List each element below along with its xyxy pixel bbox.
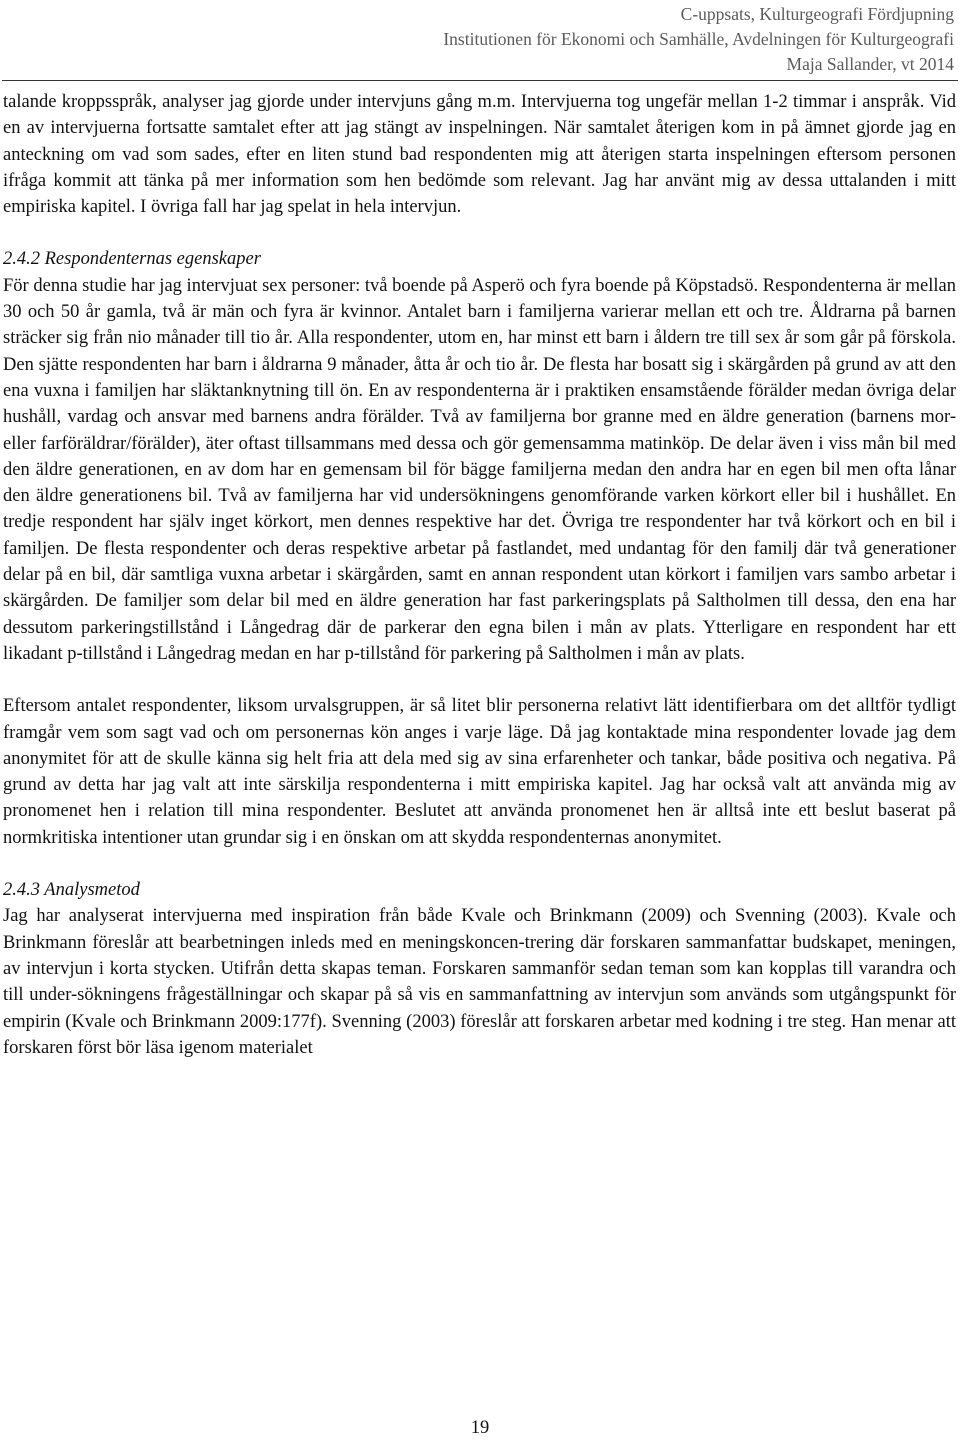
header-institution: Institutionen för Ekonomi och Samhälle, Avdelningen för Kulturgeografi bbox=[443, 29, 954, 49]
paragraph-interview-recording: talande kroppsspråk, analyser jag gjorde under intervjuns gång m.m. Intervjuerna tog ungefär mellan 1-2 timmar i anspråk. Vid en av intervjuerna fortsatte samtalet efter att jag stängt av inspelningen. När samtalet återigen kom in på ämnet gjorde jag en anteckning om vad som sades, efter en liten stund bad respondenten mig att återigen starta inspelningen eftersom personen ifråga kommit att tänka på mer information som hen bedömde som relevant. Jag har använt mig av dessa uttalanden i mitt empiriska kapitel. I övriga fall har jag spelat in hela intervjun. bbox=[3, 92, 956, 218]
paragraph-spacer bbox=[3, 667, 956, 693]
body-text bbox=[3, 89, 956, 1061]
header-author: Maja Sallander, vt 2014 bbox=[786, 54, 954, 74]
running-header bbox=[443, 2, 954, 77]
paragraph-spacer bbox=[3, 220, 956, 246]
paragraph-respondent-characteristics: För denna studie har jag intervjuat sex personer: två boende på Asperö och fyra boende på Köpstadsö. Respondenterna är mellan 30 och 50 år gamla, två är män och fyra är kvinnor. Antalet barn i familjerna varierar mellan ett och tre. Åldrarna på barnen sträcker sig från nio månader till tio år. Alla respondenter, utom en, har minst ett barn i åldern tre till sex år som går på förskola. Den sjätte respondenten har barn i åldrarna 9 månader, åtta år och tio år. De flesta har bosatt sig i skärgården på grund av att den ena vuxna i familjen har släktanknytning till ön. En av respondenterna är i praktiken ensamstående förälder medan övriga delar hushåll, vardag och ansvar med barnens andra förälder. Två av familjerna bor granne med en äldre generation (barnens mor- eller farföräldrar/förälder), äter oftast tillsammans med dessa och gör gemensamma matinköp. De delar även i viss mån bil med den äldre generationen, en av dom har en gemensam bil för bägge familjerna medan den andra har en egen bil men ofta lånar den äldre generationens bil. Två av familjerna har vid undersökningens genomförande varken körkort eller bil i hushållet. En tredje respondent har själv inget körkort, men dennes respektive har det. Övriga tre respondenter har två körkort och en bil i familjen. De flesta respondenter och deras respektive arbetar på fastlandet, med undantag för den familj där två generationer delar på en bil, där samtliga vuxna arbetar i skärgården, samt en annan respondent utan körkort i familjen vars sambo arbetar i skärgården. De familjer som delar bil med en äldre generation har fast parkeringsplats på Saltholmen till dessa, den ena har dessutom parkeringstillstånd i Långedrag där de parkerar den egna bilen i mån av plats. Ytterligare en respondent har ett likadant p-tillstånd i Långedrag medan en har p-tillstånd för parkering på Saltholmen i mån av plats. bbox=[3, 275, 956, 664]
page-number: 19 bbox=[470, 1418, 490, 1438]
section-heading-respondents: 2.4.2 Respondenternas egenskaper bbox=[3, 249, 261, 270]
paragraph-analysis-method: Jag har analyserat intervjuerna med inspiration från både Kvale och Brinkmann (2009) och Svenning (2003). Kvale och Brinkmann föreslår att bearbetningen inleds med en meningskoncen-trering där forskaren sammanfattar budskapet, meningen, av intervjun i korta stycken. Utifrån detta skapas teman. Forskaren sammanför sedan teman som kan kopplas till varandra och till under-sökningens frågeställningar och skapar på så vis en sammanfattning av intervjun som används som utgångspunkt för empirin (Kvale och Brinkmann 2009:177f). Svenning (2003) föreslår att forskaren arbetar med kodning i tre steg. Han menar att forskaren först bör läsa igenom materialet bbox=[3, 906, 956, 1058]
header-course: C-uppsats, Kulturgeografi Fördjupning bbox=[680, 4, 954, 24]
section-heading-analysis-method: 2.4.3 Analysmetod bbox=[3, 880, 140, 901]
paragraph-anonymity: Eftersom antalet respondenter, liksom urvalsgruppen, är så litet blir personerna relativt lätt identifierbara om det alltför tydligt framgår vem som sagt vad och om personernas kön anges i varje läge. Då jag kontaktade mina respondenter lovade jag dem anonymitet för att de skulle känna sig helt fria att dela med sig av sina erfarenheter och tankar, både positiva och negativa. På grund av detta har jag valt att inte särskilja respondenterna i mitt empiriska kapitel. Jag har också valt att använda mig av pronomenet hen i relation till mina respondenter. Beslutet att använda pronomenet hen är alltså inte ett beslut baserat på normkritiska intentioner utan grundar sig i en önskan om att skydda respondenternas anonymitet. bbox=[3, 696, 956, 848]
paragraph-spacer bbox=[3, 851, 956, 877]
header-divider bbox=[2, 80, 958, 81]
